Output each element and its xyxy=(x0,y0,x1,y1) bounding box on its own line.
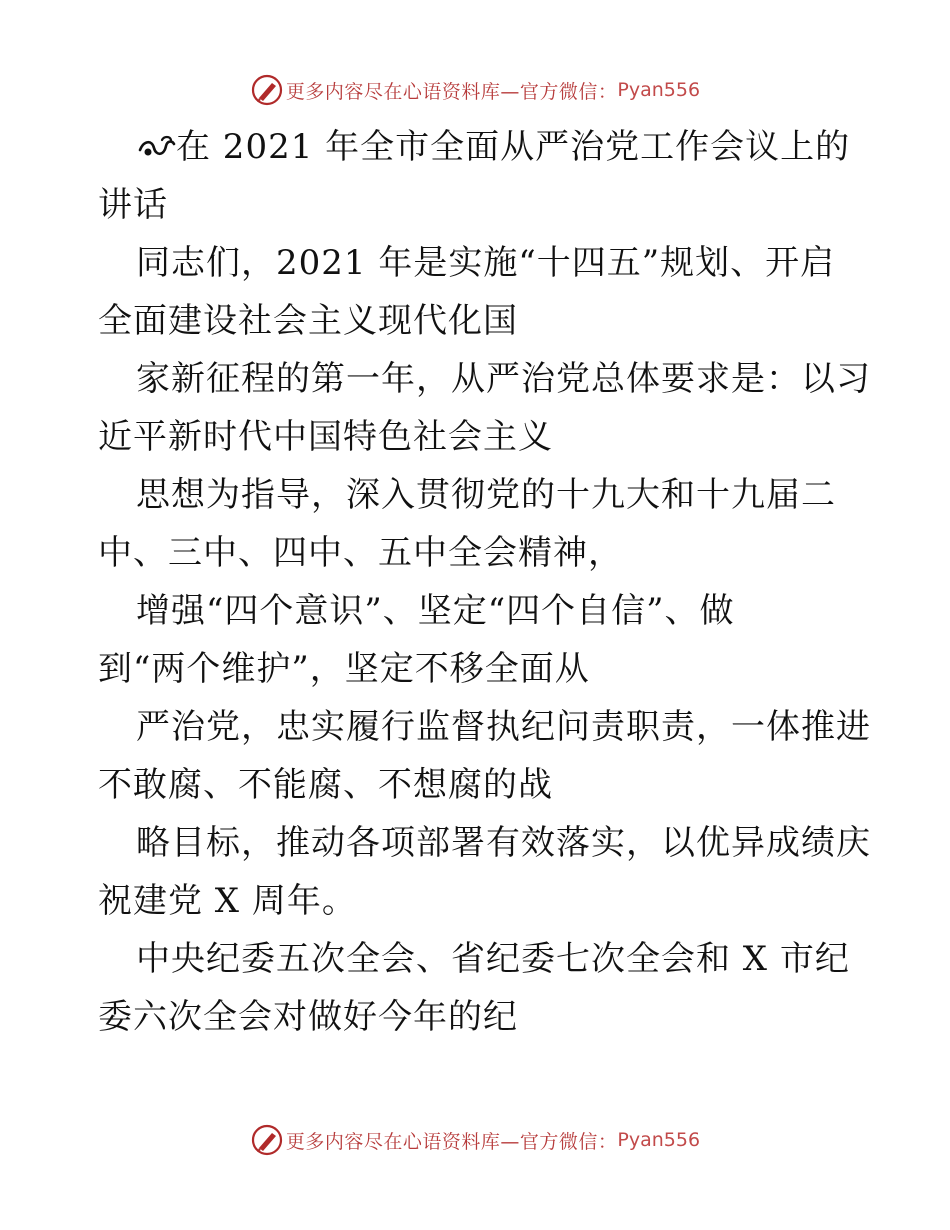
ornament-icon xyxy=(136,132,176,162)
paragraph-text: 全面建设社会主义现代化国 xyxy=(98,301,518,341)
text-line-3 xyxy=(98,234,878,292)
text-line-6 xyxy=(98,408,878,466)
paragraph-text: 中、三中、四中、五中全会精神， xyxy=(98,533,623,573)
banner-text: 更多内容尽在心语资料库—官方微信： xyxy=(285,1130,618,1153)
banner-wechat-id: Pyan556 xyxy=(617,1129,701,1151)
paragraph-text: 不敢腐、不能腐、不想腐的战 xyxy=(98,765,553,805)
text-line-11 xyxy=(98,698,878,756)
paragraph-text: 同志们，2021 年是实施“十四五”规划、开启 xyxy=(136,243,836,283)
text-line-7 xyxy=(98,466,878,524)
text-line-16 xyxy=(98,988,878,1046)
document-body xyxy=(98,118,878,1046)
text-line-1 xyxy=(98,118,878,176)
paragraph-text: 思想为指导，深入贯彻党的十九大和十九届二 xyxy=(136,475,836,515)
text-line-10 xyxy=(98,640,878,698)
text-line-2 xyxy=(98,176,878,234)
text-line-4 xyxy=(98,292,878,350)
pen-logo-icon xyxy=(250,1123,284,1157)
text-line-5 xyxy=(98,350,878,408)
pen-logo-icon xyxy=(250,73,284,107)
text-line-8 xyxy=(98,524,878,582)
text-line-9 xyxy=(98,582,878,640)
paragraph-text: 略目标，推动各项部署有效落实，以优异成绩庆 xyxy=(136,823,871,863)
text-line-13 xyxy=(98,814,878,872)
paragraph-text: 祝建党 X 周年。 xyxy=(98,881,357,921)
paragraph-text: 到“两个维护”，坚定不移全面从 xyxy=(98,649,590,689)
paragraph-text: 近平新时代中国特色社会主义 xyxy=(98,417,553,457)
text-line-12 xyxy=(98,756,878,814)
paragraph-text: 增强“四个意识”、坚定“四个自信”、做 xyxy=(136,591,735,631)
text-line-14 xyxy=(98,872,878,930)
footer-banner xyxy=(0,1120,950,1160)
banner-text: 更多内容尽在心语资料库—官方微信： xyxy=(285,80,618,103)
document-title-part-1: 在 2021 年全市全面从严治党工作会议上的 xyxy=(176,127,851,167)
paragraph-text: 家新征程的第一年，从严治党总体要求是：以习 xyxy=(136,359,871,399)
paragraph-text: 委六次全会对做好今年的纪 xyxy=(98,997,518,1037)
paragraph-text: 严治党，忠实履行监督执纪问责职责，一体推进 xyxy=(136,707,871,747)
paragraph-text: 中央纪委五次全会、省纪委七次全会和 X 市纪 xyxy=(136,939,850,979)
header-banner xyxy=(0,70,950,110)
text-line-15 xyxy=(98,930,878,988)
banner-wechat-id: Pyan556 xyxy=(617,79,701,101)
document-title-part-2: 讲话 xyxy=(98,185,168,225)
